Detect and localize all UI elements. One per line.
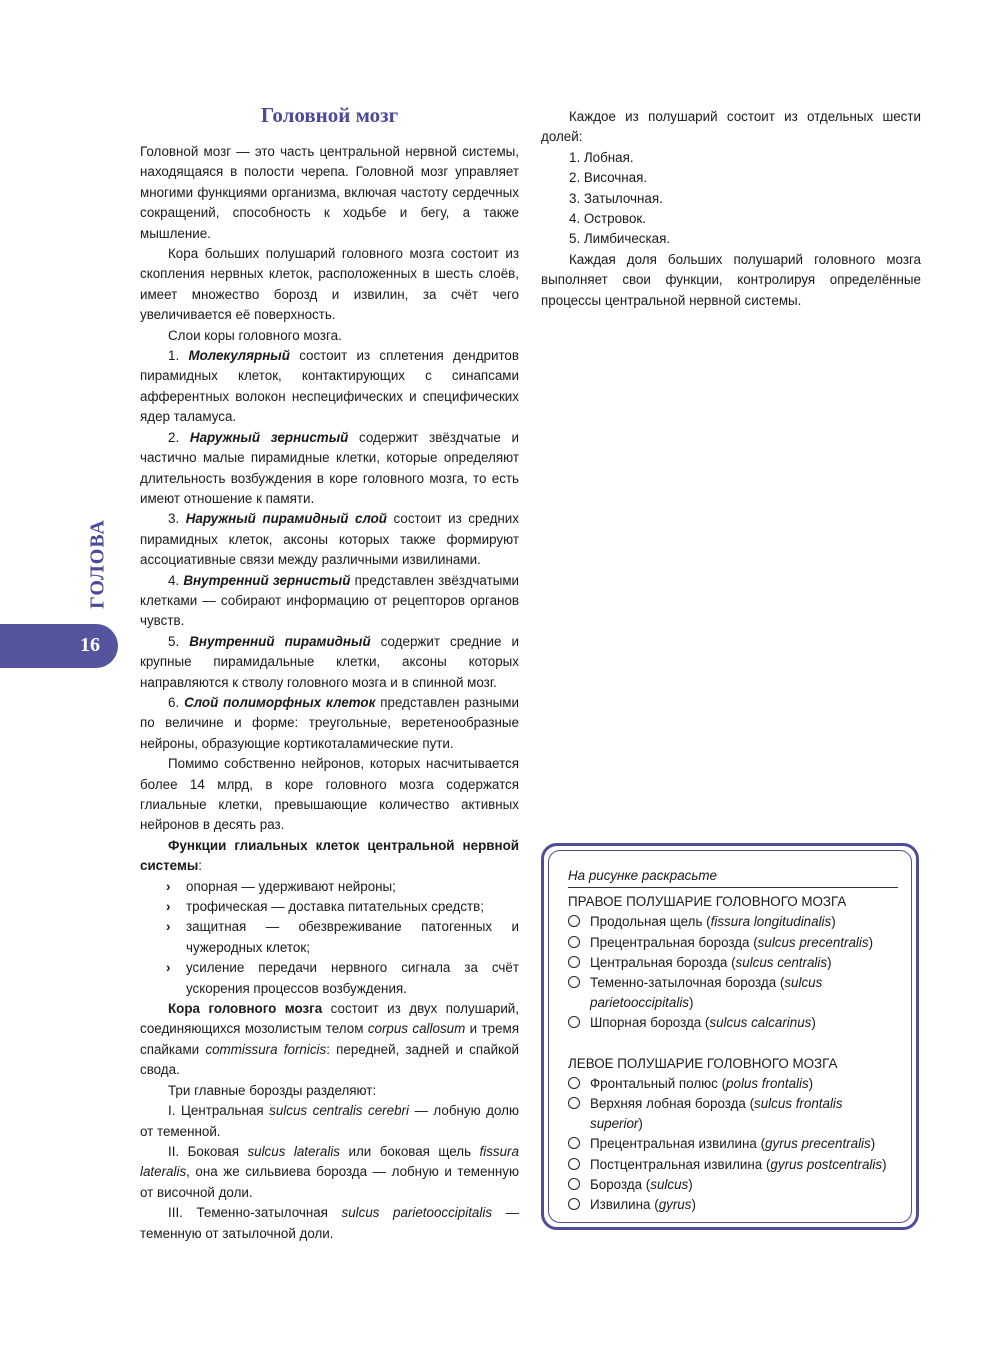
left-column <box>140 102 519 1244</box>
box-heading: На рисунке раскрасьте <box>568 866 898 888</box>
checkbox-circle-icon[interactable] <box>568 1198 580 1210</box>
chevron-right-icon: › <box>166 878 171 894</box>
layer-item: 5. Внутренний пирамидный содержит средние и крупные пирамидальные клетки, аксоны которых направляются к стволу головного мозга и в спинной мозг. <box>140 633 519 690</box>
layer-item: 2. Наружный зернистый содержит звёздчатые и частично малые пирамидные клетки, которые определяют длительность возбуждения в коре головного мозга, то есть имеют отношение к памяти. <box>140 429 519 506</box>
page-number: 16 <box>80 634 100 656</box>
chevron-right-icon: › <box>166 919 171 935</box>
sulcus-item: II. Боковая sulcus lateralis или боковая щель fissura lateralis, она же сильвиева борозда — лобную и теменную от височной доли. <box>140 1143 519 1200</box>
checkbox-circle-icon[interactable] <box>568 1077 580 1089</box>
layer-item: 4. Внутренний зернистый представлен звёздчатыми клетками — собирают информацию от рецепторов органов чувств. <box>140 572 520 629</box>
checkbox-circle-icon[interactable] <box>568 915 580 927</box>
coloring-task-box <box>541 843 919 1230</box>
list-item: 1. Лобная. <box>569 149 634 165</box>
checkbox-circle-icon[interactable] <box>568 956 580 968</box>
intro-paragraph: Головной мозг — это часть центральной нервной системы, находящаяся в полости черепа. Головной мозг управляет многими функциями организма, включая частоту сердечных сокращений, способность к ходьбе и бегу, а также мышление. <box>140 144 519 241</box>
right-column <box>541 107 921 311</box>
checklist-item[interactable]: Центральная борозда (sulcus centralis) <box>568 953 898 973</box>
glia-title: Функции глиальных клеток центральной нервной системы: <box>140 837 519 874</box>
glia-list <box>140 877 519 999</box>
checkbox-circle-icon[interactable] <box>568 1178 580 1190</box>
cortex2-paragraph: Кора головного мозга состоит из двух полушарий, соединяющихся мозолистым телом corpus callosum и тремя спайками commissura fornicis: передней, задней и спайкой свода. <box>140 1001 520 1078</box>
layer-item: 6. Слой полиморфных клеток представлен разными по величине и форме: треугольные, веретенообразные нейроны, образующие кортикоталамические пути. <box>140 694 519 751</box>
checkbox-circle-icon[interactable] <box>568 1158 580 1170</box>
lobes-list <box>541 148 921 250</box>
checklist-item[interactable]: Извилина (gyrus) <box>568 1195 898 1215</box>
layers-title: Слои коры головного мозга. <box>168 327 342 343</box>
box-content <box>568 866 898 1215</box>
list-item: › усиление передачи нервного сигнала за счёт ускорения процессов возбуждения. <box>166 960 519 996</box>
neurons-paragraph: Помимо собственно нейронов, которых насчитывается более 14 млрд, в коре головного мозга содержатся глиальные клетки, превышающие количество активных нейронов в десять раз. <box>140 756 519 833</box>
checklist-item[interactable]: Фронтальный полюс (polus frontalis) <box>568 1074 898 1094</box>
checklist-item[interactable]: Борозда (sulcus) <box>568 1175 898 1195</box>
list-item: 4. Островок. <box>569 211 647 227</box>
checkbox-circle-icon[interactable] <box>568 1016 580 1028</box>
list-item: 2. Височная. <box>569 170 648 186</box>
lobes-outro: Каждая доля больших полушарий головного мозга выполняет свои функции, контролируя определённые процессы центральной нервной системы. <box>541 251 921 308</box>
page-number-tab <box>0 624 118 668</box>
cortex-paragraph: Кора больших полушарий головного мозга состоит из скопления нервных клеток, расположенных в шесть слоёв, имеет множество борозд и извилин, за счёт чего увеличивается её поверхность. <box>140 246 519 323</box>
checklist-item[interactable]: Шпорная борозда (sulcus calcarinus) <box>568 1013 898 1033</box>
list-item: › опорная — удерживают нейроны; <box>140 877 519 897</box>
checkbox-circle-icon[interactable] <box>568 936 580 948</box>
checklist-item[interactable]: Верхняя лобная борозда (sulcus frontalis superior) <box>568 1094 898 1134</box>
sulci-title: Три главные борозды разделяют: <box>168 1082 377 1098</box>
checklist-item[interactable]: Прецентральная борозда (sulcus precentralis) <box>568 933 898 953</box>
list-item: › трофическая — доставка питательных средств; <box>140 897 519 917</box>
layer-item: 1. Молекулярный состоит из сплетения дендритов пирамидных клеток, контактирующих с синапсами афферентных волокон неспецифических и специфических ядер таламуса. <box>140 348 519 425</box>
right-hemisphere-title: ПРАВОЕ ПОЛУШАРИЕ ГОЛОВНОГО МОЗГА <box>568 894 847 910</box>
list-item: 3. Затылочная. <box>569 190 663 206</box>
lobes-intro: Каждое из полушарий состоит из отдельных шести долей: <box>541 109 921 145</box>
sulcus-item: III. Теменно-затылочная sulcus parietooccipitalis — теменную от затылочной доли. <box>140 1205 519 1241</box>
chevron-right-icon: › <box>166 899 171 915</box>
checkbox-circle-icon[interactable] <box>568 1137 580 1149</box>
layer-item: 3. Наружный пирамидный слой состоит из средних пирамидных клеток, аксоны которых также формируют ассоциативные связи между различными извилинами. <box>140 511 519 568</box>
checkbox-circle-icon[interactable] <box>568 976 580 988</box>
chevron-right-icon: › <box>166 960 171 976</box>
list-item: 5. Лимбическая. <box>569 231 671 247</box>
list-item: › защитная — обезвреживание патогенных и чужеродных клеток; <box>166 919 519 955</box>
section-side-label: ГОЛОВА <box>86 519 109 609</box>
sulcus-item: I. Центральная sulcus centralis cerebri — лобную долю от теменной. <box>140 1103 519 1139</box>
checklist-item[interactable]: Продольная щель (fissura longitudinalis) <box>568 912 898 932</box>
left-hemisphere-title: ЛЕВОЕ ПОЛУШАРИЕ ГОЛОВНОГО МОЗГА <box>568 1055 838 1071</box>
checklist-item[interactable]: Теменно-затылочная борозда (sulcus parietooccipitalis) <box>568 973 898 1013</box>
page-title: Головной мозг <box>260 103 399 127</box>
checkbox-circle-icon[interactable] <box>568 1097 580 1109</box>
checklist-item[interactable]: Прецентральная извилина (gyrus precentralis) <box>568 1134 898 1154</box>
checklist-item[interactable]: Постцентральная извилина (gyrus postcentralis) <box>568 1155 898 1175</box>
